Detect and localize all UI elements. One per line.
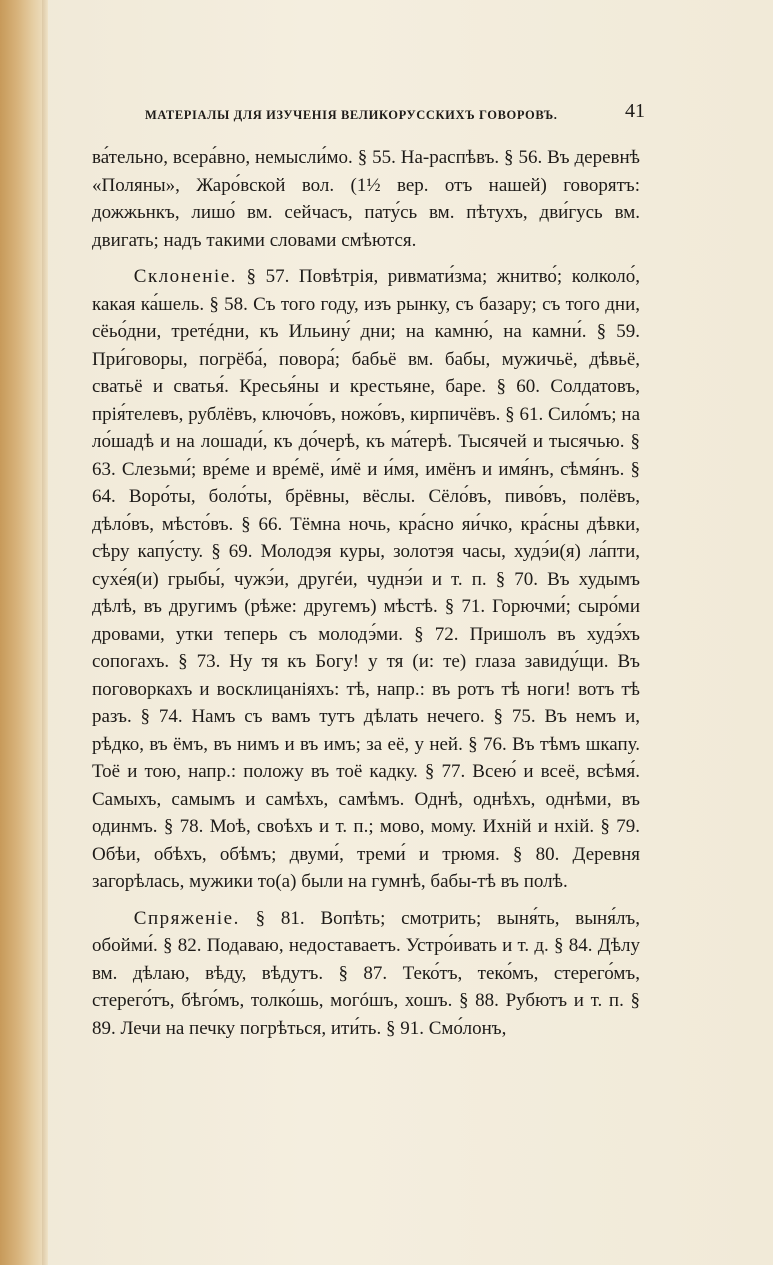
paragraph-conjugation xyxy=(92,905,640,1043)
book-spine-edge xyxy=(0,0,48,1265)
page-body xyxy=(92,144,640,1051)
page-number: 41 xyxy=(625,100,645,122)
paragraph-text: § 57. Повѣтрія, ривмати́зма; жнитво́; колколо́, какая ка́шель. § 58. Съ того году, изъ рынку, съ базару; съ того дни, сёьо́дни, третéдни, къ Ильину́ дни; на камню́, на камни́. § 59. При́говоры, погрёба́, повора́; бабьё вм. бабы, мужичьё, дѣвьё, сватьё и сватья́. Кресья́ны и крестьяне, баре. § 60. Солдатовъ, прія́телевъ, рублёвъ, ключо́въ, ножо́въ, кирпичёвъ. § 61. Сило́мъ; на ло́шадѣ и на лошади́, къ до́черѣ, къ ма́терѣ. Тысячей и тысячью. § 63. Слезьми́; вре́ме и вре́мё, и́мё и и́мя, имёнъ и имя́нъ, сѣмя́нъ. § 64. Воро́ты, боло́ты, брёвны, вёслы. Сёло́въ, пиво́въ, полёвъ, дѣло́въ, мѣсто́въ. § 66. Тёмна ночь, кра́сно яи́чко, кра́сны дѣвки, сѣру капу́сту. § 69. Молодэя куры, золотэя часы, худэ́и(я) ла́пти, сухе́я(и) грыбы́, чужэ́и, другéи, чуднэ́и и т. п. § 70. Въ худымъ дѣлѣ, въ другимъ (рѣже: другемъ) мѣстѣ. § 71. Горючми́; сыро́ми дровами, утки теперь съ молодэ́ми. § 72. Пришолъ въ худэ́хъ сопогахъ. § 73. Ну тя къ Богу! у тя (и: те) глаза завиду́щи. Въ поговоркахъ и восклицаніяхъ: тѣ, напр.: въ ротъ тѣ ноги! вотъ тѣ разъ. § 74. Намъ съ вамъ тутъ дѣлать нечего. § 75. Въ немъ и, рѣдко, въ ёмъ, въ нимъ и въ имъ; за её, у ней. § 76. Въ тѣмъ шкапу. Тоё и тою, напр.: положу въ тоё кадку. § 77. Всею́ и всеё, всѣмя́. Самыхъ, самымъ и самѣхъ, самѣмъ. Однѣ, однѣхъ, однѣми, въ одинмъ. § 78. Моѣ, своѣхъ и т. п.; мово, мому. Ихній и нхій. § 79. Обѣи, обѣхъ, обѣмъ; двуми́, треми́ и трюмя. § 80. Деревня загорѣлась, мужики то(а) были на гумнѣ, бабы-тѣ въ полѣ. xyxy=(92,266,640,892)
running-title: МАТЕРІАЛЫ ДЛЯ ИЗУЧЕНІЯ ВЕЛИКОРУССКИХЪ ГОВОРОВЪ. xyxy=(145,108,558,122)
paragraph-declension xyxy=(92,263,640,896)
paragraph-intro xyxy=(92,144,640,254)
page-header xyxy=(145,100,645,130)
section-heading-declension: Склоненіе. xyxy=(133,266,237,287)
section-heading-conjugation: Спряженіе. xyxy=(133,907,240,929)
paragraph-text: ва́тельно, всера́вно, немысли́мо. § 55. На-распѣвъ. § 56. Въ деревнѣ «Поляны», Жаро́вской вол. (1½ вер. отъ нашей) говорятъ: дожжьнкъ, лишо́ вм. сейчасъ, пату́сь вм. пѣтухъ, дви́гусь вм. двигать; надъ такими словами смѣются. xyxy=(92,147,640,251)
paragraph-text: § 81. Вопѣть; смотрить; выня́ть, выня́лъ, обойми́. § 82. Подаваю, недоставаетъ. Устро́ивать и т. д. § 84. Дѣлу вм. дѣлаю, вѣду, вѣдутъ. § 87. Теко́тъ, теко́мъ, стерего́мъ, стерего́тъ, бѣго́мъ, толко́шь, могóшъ, хошъ. § 88. Рубютъ и т. п. § 89. Лечи на печку погрѣться, ити́ть. § 91. Смо́лонъ, xyxy=(92,907,640,1039)
